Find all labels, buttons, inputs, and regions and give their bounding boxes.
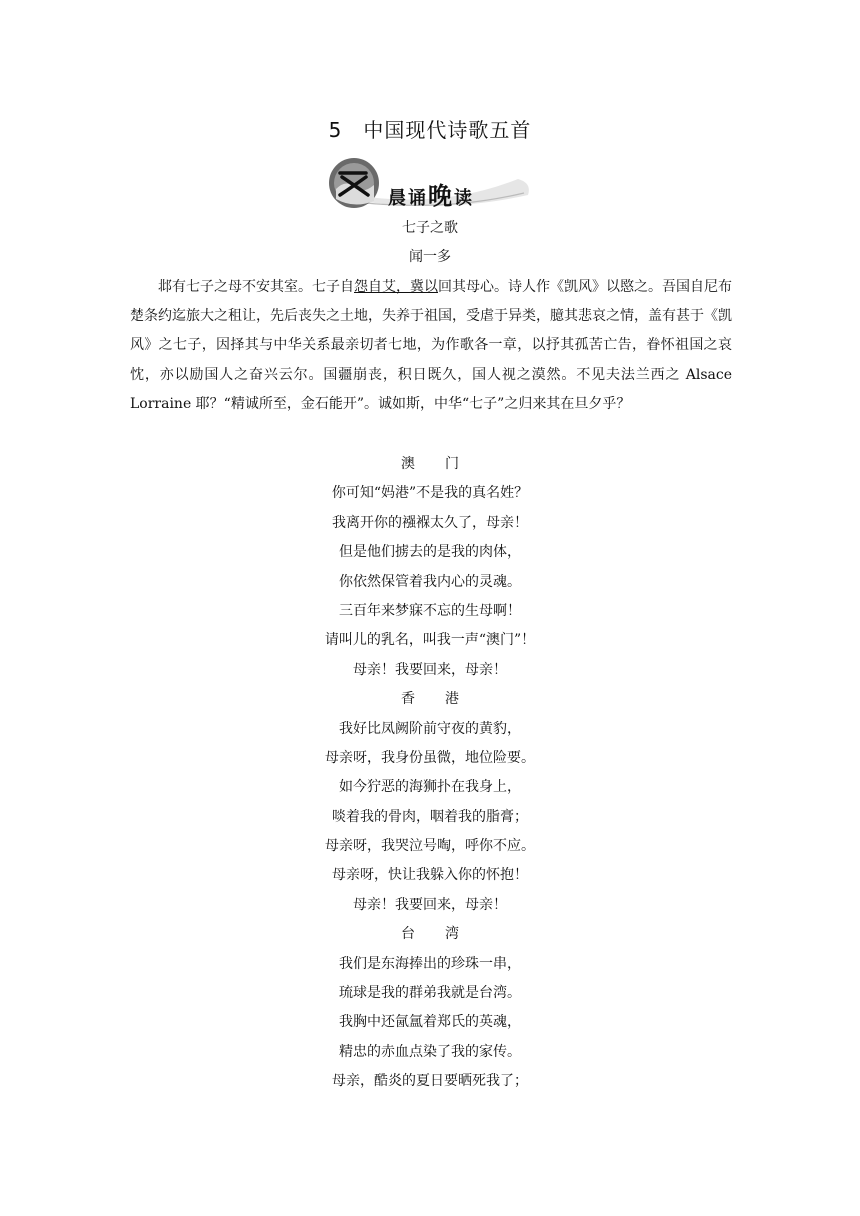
- intro-text: 回其母心。诗人作《凯风》以愍之。吾国自尼布楚条约迄旅大之租让，先后丧失之土地，失养于祖国，受虐于异类，臆其悲哀之情，盖有甚于《凯风》之七子，因择其与中华关系最亲切者七地，为作歌各一章，以抒其孤苦亡告，眷怀祖国之哀忱，亦以励国人之奋兴云尔。国疆崩丧，积日既久，国人视之漠然。不见夫法兰西之 Alsace Lorraine 耶？“精诚所至，金石能开”。诚如斯，中华“七子”之归来其在旦夕乎？: [130, 279, 732, 412]
- poem-line: 你依然保管着我内心的灵魂。: [339, 573, 521, 590]
- poem-line: 母亲呀，我身份虽微，地位险要。: [325, 749, 535, 766]
- poem-line: 母亲！我要回来，母亲！: [353, 896, 507, 913]
- page-title: 5 中国现代诗歌五首: [328, 118, 532, 142]
- poem-line: 母亲！我要回来，母亲！: [353, 661, 507, 678]
- poem-line: 母亲呀，我哭泣号啕，呼你不应。: [325, 838, 535, 855]
- poem-line: 我离开你的襁褓太久了，母亲！: [332, 514, 528, 531]
- poem-line: 母亲，酷炎的夏日要晒死我了；: [332, 1073, 528, 1090]
- poem-title: 七子之歌: [402, 220, 458, 236]
- poem-line: 母亲呀，快让我躲入你的怀抱！: [332, 867, 528, 884]
- underlined-phrase: 怨自艾，冀以: [354, 279, 438, 295]
- intro-text: 邶有七子之母不安其室。七子自: [158, 279, 354, 295]
- section-heading: 香港: [401, 691, 489, 708]
- poem-line: 但是他们掳去的是我的肉体，: [339, 544, 521, 561]
- intro-paragraph: [130, 273, 732, 419]
- poem-line: 我们是东海捧出的珍珠一串，: [339, 955, 521, 972]
- banner-char: 晨: [388, 188, 408, 209]
- poem-line: 精忠的赤血点染了我的家传。: [339, 1043, 521, 1060]
- poem-line: 你可知“妈港”不是我的真名姓？: [331, 485, 529, 502]
- poem-line: 琉球是我的群弟我就是台湾。: [339, 985, 521, 1002]
- banner-text: [388, 176, 474, 211]
- poem-author: 闻一多: [409, 249, 451, 265]
- section-heading: 台湾: [401, 926, 489, 943]
- poem-line: 我好比凤阙阶前守夜的黄豹，: [339, 720, 521, 737]
- banner-char: 晚: [428, 181, 454, 210]
- poem-body: [0, 450, 860, 1097]
- poem-line: 我胸中还氤氲着郑氏的英魂，: [339, 1014, 521, 1031]
- poem-line: 三百年来梦寐不忘的生母啊！: [339, 602, 521, 619]
- banner-char: 读: [454, 188, 474, 209]
- poem-line: 啖着我的骨肉，咽着我的脂膏；: [332, 808, 528, 825]
- poem-line: 请叫儿的乳名，叫我一声“澳门”！: [324, 632, 536, 649]
- section-heading: 澳门: [401, 456, 489, 472]
- poem-line: 如今狞恶的海狮扑在我身上，: [339, 779, 521, 796]
- banner-char: 诵: [408, 188, 428, 209]
